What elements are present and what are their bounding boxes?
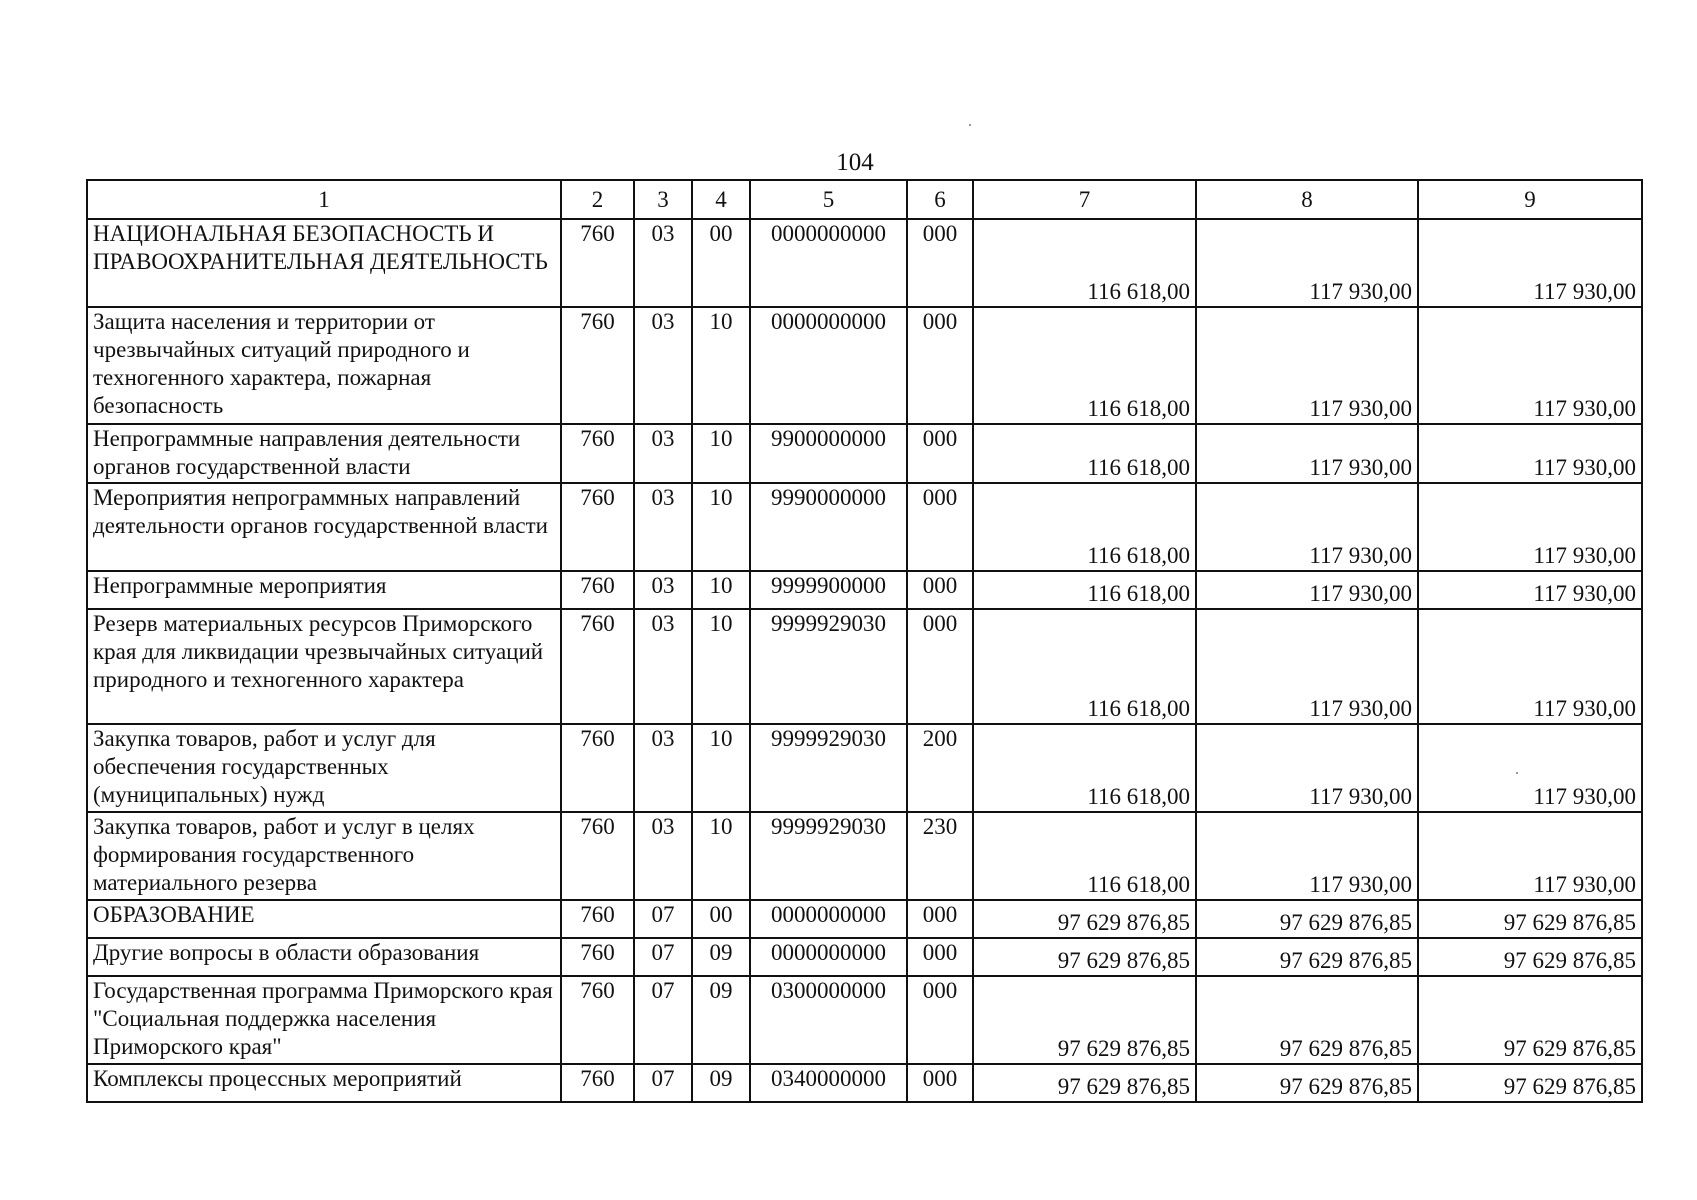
cell-code-6: 000 xyxy=(907,609,973,724)
column-header: 2 xyxy=(561,180,634,219)
cell-amount-9: 117 930,00 xyxy=(1418,571,1642,609)
cell-amount-8: 117 930,00 xyxy=(1196,219,1418,307)
cell-code-4: 00 xyxy=(692,219,750,307)
cell-amount-8: 117 930,00 xyxy=(1196,424,1418,483)
cell-code-4: 10 xyxy=(692,483,750,571)
cell-amount-9: 117 930,00 xyxy=(1418,307,1642,424)
row-name: Комплексы процессных мероприятий xyxy=(87,1064,561,1102)
row-name: Непрограммные мероприятия xyxy=(87,571,561,609)
cell-amount-7: 116 618,00 xyxy=(973,307,1196,424)
cell-code-2: 760 xyxy=(561,483,634,571)
cell-amount-9: 117 930,00 xyxy=(1418,724,1642,812)
table-row xyxy=(87,976,1642,1064)
cell-amount-8: 117 930,00 xyxy=(1196,483,1418,571)
cell-code-3: 03 xyxy=(634,483,692,571)
column-header: 5 xyxy=(750,180,907,219)
row-name: Закупка товаров, работ и услуг для обеспечения государственных (муниципальных) нужд xyxy=(87,724,561,812)
cell-amount-7: 116 618,00 xyxy=(973,571,1196,609)
cell-amount-7: 116 618,00 xyxy=(973,812,1196,900)
cell-code-3: 03 xyxy=(634,424,692,483)
cell-amount-8: 97 629 876,85 xyxy=(1196,1064,1418,1102)
cell-amount-8: 97 629 876,85 xyxy=(1196,938,1418,976)
cell-code-5: 0000000000 xyxy=(750,219,907,307)
cell-amount-9: 117 930,00 xyxy=(1418,609,1642,724)
cell-code-4: 10 xyxy=(692,424,750,483)
cell-code-6: 000 xyxy=(907,900,973,938)
cell-code-6: 000 xyxy=(907,219,973,307)
cell-code-3: 07 xyxy=(634,1064,692,1102)
cell-code-2: 760 xyxy=(561,307,634,424)
cell-code-4: 09 xyxy=(692,1064,750,1102)
cell-code-2: 760 xyxy=(561,812,634,900)
cell-amount-8: 97 629 876,85 xyxy=(1196,900,1418,938)
cell-code-3: 07 xyxy=(634,938,692,976)
cell-code-5: 9999929030 xyxy=(750,812,907,900)
cell-code-3: 03 xyxy=(634,724,692,812)
cell-amount-9: 97 629 876,85 xyxy=(1418,976,1642,1064)
table-row xyxy=(87,483,1642,571)
cell-code-2: 760 xyxy=(561,900,634,938)
cell-code-3: 03 xyxy=(634,812,692,900)
cell-code-2: 760 xyxy=(561,976,634,1064)
column-header: 6 xyxy=(907,180,973,219)
cell-code-2: 760 xyxy=(561,424,634,483)
cell-code-4: 10 xyxy=(692,571,750,609)
cell-amount-7: 97 629 876,85 xyxy=(973,976,1196,1064)
cell-code-2: 760 xyxy=(561,724,634,812)
column-header: 1 xyxy=(87,180,561,219)
cell-code-5: 9999929030 xyxy=(750,724,907,812)
row-name: Защита населения и территории от чрезвычайных ситуаций природного и техногенного характера, пожарная безопасность xyxy=(87,307,561,424)
cell-code-3: 07 xyxy=(634,900,692,938)
cell-amount-8: 117 930,00 xyxy=(1196,307,1418,424)
cell-code-2: 760 xyxy=(561,938,634,976)
table-row xyxy=(87,307,1642,424)
cell-code-5: 9999929030 xyxy=(750,609,907,724)
table-row xyxy=(87,571,1642,609)
row-name: ОБРАЗОВАНИЕ xyxy=(87,900,561,938)
cell-code-6: 000 xyxy=(907,483,973,571)
row-name: Мероприятия непрограммных направлений деятельности органов государственной власти xyxy=(87,483,561,571)
cell-amount-8: 117 930,00 xyxy=(1196,609,1418,724)
column-header: 9 xyxy=(1418,180,1642,219)
cell-code-6: 000 xyxy=(907,307,973,424)
cell-code-2: 760 xyxy=(561,219,634,307)
cell-amount-7: 97 629 876,85 xyxy=(973,1064,1196,1102)
page-number: 104 xyxy=(836,149,874,176)
table-row xyxy=(87,1064,1642,1102)
cell-code-2: 760 xyxy=(561,1064,634,1102)
cell-amount-9: 117 930,00 xyxy=(1418,424,1642,483)
cell-amount-9: 97 629 876,85 xyxy=(1418,900,1642,938)
cell-code-4: 10 xyxy=(692,609,750,724)
cell-code-2: 760 xyxy=(561,571,634,609)
cell-code-4: 10 xyxy=(692,812,750,900)
budget-table xyxy=(86,179,1643,1103)
row-name: Резерв материальных ресурсов Приморского края для ликвидации чрезвычайных ситуаций природного и техногенного характера xyxy=(87,609,561,724)
cell-code-4: 09 xyxy=(692,938,750,976)
cell-code-6: 000 xyxy=(907,571,973,609)
cell-amount-9: 117 930,00 xyxy=(1418,812,1642,900)
cell-code-2: 760 xyxy=(561,609,634,724)
cell-amount-7: 116 618,00 xyxy=(973,424,1196,483)
cell-code-6: 200 xyxy=(907,724,973,812)
cell-code-4: 09 xyxy=(692,976,750,1064)
cell-amount-7: 97 629 876,85 xyxy=(973,900,1196,938)
cell-amount-8: 117 930,00 xyxy=(1196,812,1418,900)
cell-amount-9: 117 930,00 xyxy=(1418,483,1642,571)
table-header-row xyxy=(87,180,1642,219)
cell-code-5: 0000000000 xyxy=(750,900,907,938)
row-name: Непрограммные направления деятельности органов государственной власти xyxy=(87,424,561,483)
column-header: 7 xyxy=(973,180,1196,219)
cell-amount-9: 97 629 876,85 xyxy=(1418,1064,1642,1102)
cell-code-5: 0000000000 xyxy=(750,307,907,424)
cell-code-3: 03 xyxy=(634,571,692,609)
cell-code-6: 000 xyxy=(907,976,973,1064)
cell-code-5: 9990000000 xyxy=(750,483,907,571)
table-row xyxy=(87,900,1642,938)
cell-code-4: 10 xyxy=(692,724,750,812)
table-row xyxy=(87,938,1642,976)
row-name: Государственная программа Приморского края "Социальная поддержка населения Приморского края" xyxy=(87,976,561,1064)
row-name: Другие вопросы в области образования xyxy=(87,938,561,976)
cell-amount-8: 117 930,00 xyxy=(1196,724,1418,812)
cell-amount-8: 117 930,00 xyxy=(1196,571,1418,609)
table-row xyxy=(87,424,1642,483)
cell-amount-9: 97 629 876,85 xyxy=(1418,938,1642,976)
cell-amount-7: 116 618,00 xyxy=(973,609,1196,724)
cell-code-3: 07 xyxy=(634,976,692,1064)
row-name: НАЦИОНАЛЬНАЯ БЕЗОПАСНОСТЬ И ПРАВООХРАНИТЕЛЬНАЯ ДЕЯТЕЛЬНОСТЬ xyxy=(87,219,561,307)
cell-code-4: 00 xyxy=(692,900,750,938)
cell-code-3: 03 xyxy=(634,609,692,724)
column-header: 4 xyxy=(692,180,750,219)
row-name: Закупка товаров, работ и услуг в целях формирования государственного материального резерва xyxy=(87,812,561,900)
cell-code-6: 230 xyxy=(907,812,973,900)
cell-code-4: 10 xyxy=(692,307,750,424)
cell-amount-9: 117 930,00 xyxy=(1418,219,1642,307)
cell-code-5: 9900000000 xyxy=(750,424,907,483)
cell-code-3: 03 xyxy=(634,307,692,424)
cell-code-5: 0000000000 xyxy=(750,938,907,976)
cell-code-5: 9999900000 xyxy=(750,571,907,609)
cell-amount-7: 116 618,00 xyxy=(973,483,1196,571)
cell-code-5: 0300000000 xyxy=(750,976,907,1064)
cell-amount-7: 116 618,00 xyxy=(973,724,1196,812)
cell-amount-7: 116 618,00 xyxy=(973,219,1196,307)
cell-amount-7: 97 629 876,85 xyxy=(973,938,1196,976)
scan-speck xyxy=(969,124,971,126)
column-header: 8 xyxy=(1196,180,1418,219)
cell-code-6: 000 xyxy=(907,424,973,483)
cell-amount-8: 97 629 876,85 xyxy=(1196,976,1418,1064)
table-row xyxy=(87,724,1642,812)
cell-code-6: 000 xyxy=(907,1064,973,1102)
column-header: 3 xyxy=(634,180,692,219)
cell-code-3: 03 xyxy=(634,219,692,307)
table-row xyxy=(87,812,1642,900)
table-row xyxy=(87,219,1642,307)
cell-code-5: 0340000000 xyxy=(750,1064,907,1102)
table-row xyxy=(87,609,1642,724)
cell-code-6: 000 xyxy=(907,938,973,976)
